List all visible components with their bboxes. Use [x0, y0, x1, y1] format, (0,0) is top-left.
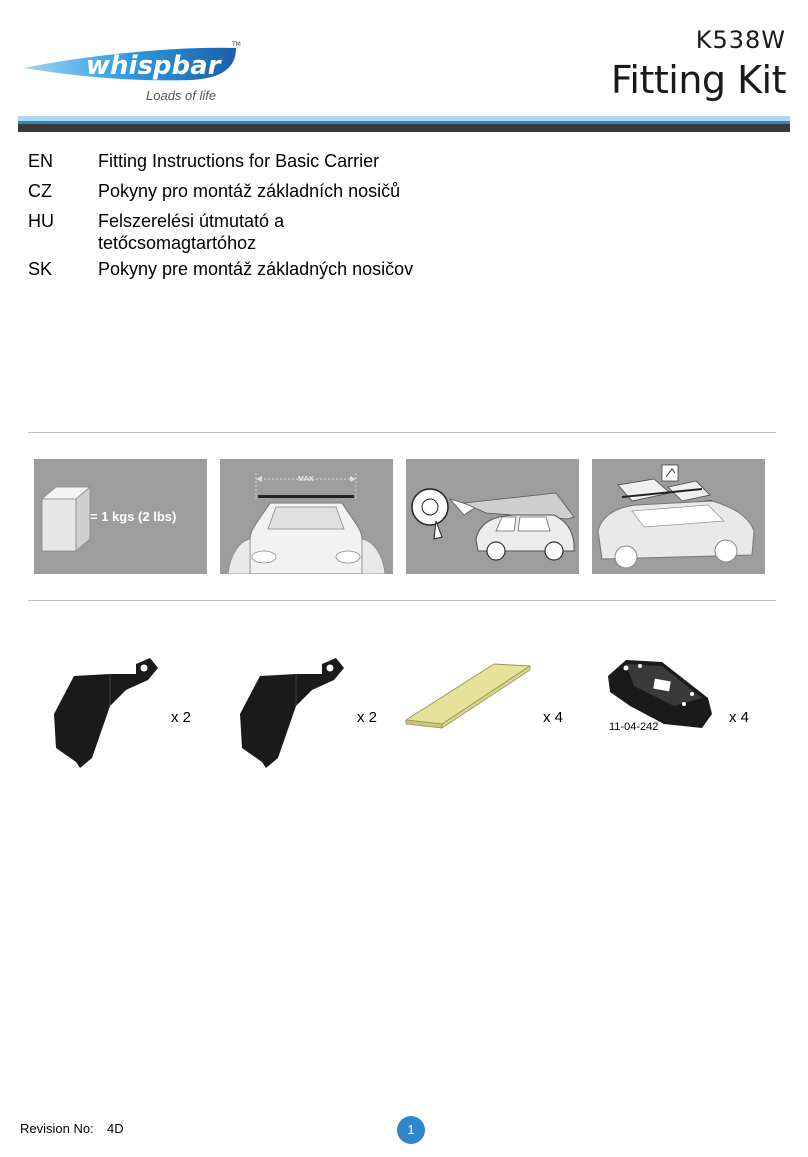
part-quantity: x 2	[357, 709, 378, 726]
language-title: Felszerelési útmutató a tetőcsomagtartóhoz	[98, 211, 285, 253]
language-code: CZ	[28, 181, 52, 201]
max-label: MAX	[298, 476, 314, 483]
divider-top	[28, 432, 776, 433]
bracket-left-part	[50, 654, 160, 770]
language-title: Fitting Instructions for Basic Carrier	[98, 151, 380, 171]
logo-brand-text: whispbar	[86, 51, 221, 81]
logo-tagline: Loads of life	[146, 88, 217, 103]
loading-panel	[592, 459, 765, 574]
language-code: SK	[28, 259, 53, 279]
car-front-illustration	[220, 459, 393, 574]
page-number: 1	[397, 1116, 425, 1144]
part-quantity: x 4	[543, 709, 564, 726]
revision-value: 4D	[107, 1121, 124, 1136]
model-code: K538W	[695, 26, 786, 54]
revision-label: Revision No:	[20, 1121, 94, 1136]
max-width-panel	[220, 459, 393, 574]
bracket-right-part	[236, 654, 346, 770]
language-title: Pokyny pre montáž základných nosičov	[98, 259, 414, 279]
document-title: Fitting Kit	[610, 58, 786, 102]
weight-panel	[34, 459, 207, 574]
measuring-tape-illustration	[406, 459, 579, 574]
part-code: 11-04-242	[609, 721, 659, 733]
whispbar-logo	[22, 38, 252, 108]
language-title: Pokyny pro montáž základních nosičů	[98, 181, 401, 201]
tape-panel	[406, 459, 579, 574]
rubber-pad-part	[404, 662, 534, 732]
language-code: EN	[28, 151, 54, 171]
language-code: HU	[28, 211, 54, 231]
header-bar	[18, 116, 790, 132]
weight-text: = 1 kgs (2 lbs)	[90, 509, 177, 524]
logo-trademark: TM	[232, 41, 241, 48]
car-roof-load-illustration	[592, 459, 765, 574]
box-weight-illustration	[34, 459, 207, 574]
part-quantity: x 2	[171, 709, 192, 726]
divider-bottom	[28, 600, 776, 601]
part-quantity: x 4	[729, 709, 750, 726]
